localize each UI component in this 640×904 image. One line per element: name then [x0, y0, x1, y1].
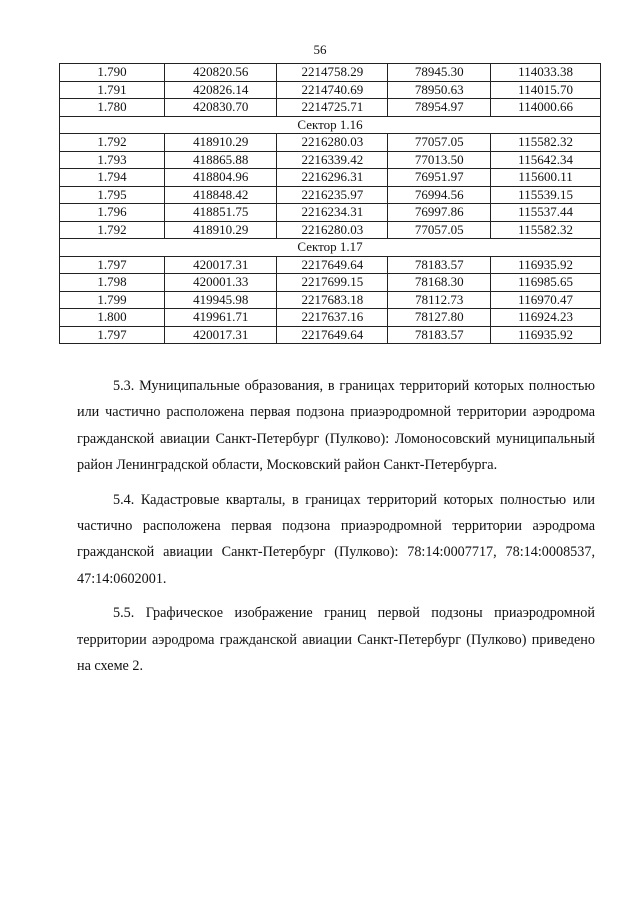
table-cell: 418910.29 — [164, 134, 277, 152]
table-row — [60, 291, 601, 309]
table-cell: 78112.73 — [388, 291, 491, 309]
table-cell: 2216235.97 — [277, 186, 388, 204]
body-text — [77, 373, 595, 687]
table-cell: 77057.05 — [388, 221, 491, 239]
table-cell: 1.795 — [60, 186, 165, 204]
page-number: 56 — [313, 42, 327, 57]
table-cell: 1.780 — [60, 99, 165, 117]
table-cell: 418865.88 — [164, 151, 277, 169]
table-cell: 2217649.64 — [277, 326, 388, 344]
table-cell: 420820.56 — [164, 64, 277, 82]
table-row — [60, 134, 601, 152]
table-cell: 2217683.18 — [277, 291, 388, 309]
table-cell: 115642.34 — [491, 151, 601, 169]
table-cell: 78954.97 — [388, 99, 491, 117]
table-cell: 1.796 — [60, 204, 165, 222]
table-cell: 1.792 — [60, 221, 165, 239]
table-cell: 2217637.16 — [277, 309, 388, 327]
table-row — [60, 256, 601, 274]
table-cell: 76951.97 — [388, 169, 491, 187]
table-cell: 114015.70 — [491, 81, 601, 99]
table-cell: 76997.86 — [388, 204, 491, 222]
table-cell: 77013.50 — [388, 151, 491, 169]
table-cell: 1.797 — [60, 256, 165, 274]
table-cell: 77057.05 — [388, 134, 491, 152]
table-cell: 420826.14 — [164, 81, 277, 99]
sector-label: Сектор 1.17 — [60, 239, 601, 257]
table-cell: 420017.31 — [164, 256, 277, 274]
table-cell: 116935.92 — [491, 256, 601, 274]
table-cell: 420017.31 — [164, 326, 277, 344]
table-cell: 78183.57 — [388, 256, 491, 274]
table-cell: 418804.96 — [164, 169, 277, 187]
table-cell: 115600.11 — [491, 169, 601, 187]
table-cell: 116935.92 — [491, 326, 601, 344]
table-cell: 420830.70 — [164, 99, 277, 117]
table-cell: 419961.71 — [164, 309, 277, 327]
table-cell: 78950.63 — [388, 81, 491, 99]
table-cell: 116970.47 — [491, 291, 601, 309]
table-cell: 115539.15 — [491, 186, 601, 204]
table-cell: 1.797 — [60, 326, 165, 344]
table-cell: 420001.33 — [164, 274, 277, 292]
table-cell: 114033.38 — [491, 64, 601, 82]
table-cell: 2216280.03 — [277, 134, 388, 152]
table-row — [60, 326, 601, 344]
table-row — [60, 204, 601, 222]
table-cell: 116924.23 — [491, 309, 601, 327]
table-cell: 1.799 — [60, 291, 165, 309]
table-cell: 2217699.15 — [277, 274, 388, 292]
table-cell: 2216339.42 — [277, 151, 388, 169]
table-cell: 78183.57 — [388, 326, 491, 344]
table-cell: 115537.44 — [491, 204, 601, 222]
table-row — [60, 274, 601, 292]
paragraph-5-3: 5.3. Муниципальные образования, в границах территорий которых полностью или частично расположена первая подзона приаэродромной территории аэродрома гражданской авиации Санкт-Петербург (Пулково): Ломоносовский муниципальный район Ленинградской области, Московский район Санкт-Петербурга. — [77, 378, 595, 474]
table-cell: 2214740.69 — [277, 81, 388, 99]
table-row — [60, 64, 601, 82]
paragraph-5-4: 5.4. Кадастровые кварталы, в границах территорий которых полностью или частично расположена первая подзона приаэродромной территории аэродрома гражданской авиации Санкт-Петербург (Пулково): 78:14:0007717, 78:14:0008537, 47:14:0602001. — [77, 491, 595, 587]
table-cell: 419945.98 — [164, 291, 277, 309]
table-cell: 2217649.64 — [277, 256, 388, 274]
table-cell: 78127.80 — [388, 309, 491, 327]
coordinates-table — [59, 63, 601, 344]
table-cell: 114000.66 — [491, 99, 601, 117]
table-row — [60, 151, 601, 169]
sector-row — [60, 116, 601, 134]
table-cell: 1.791 — [60, 81, 165, 99]
table-cell: 116985.65 — [491, 274, 601, 292]
table-row — [60, 169, 601, 187]
sector-row — [60, 239, 601, 257]
table-cell: 78945.30 — [388, 64, 491, 82]
table-cell: 2214758.29 — [277, 64, 388, 82]
table-cell: 1.794 — [60, 169, 165, 187]
table-cell: 418851.75 — [164, 204, 277, 222]
table-cell: 115582.32 — [491, 134, 601, 152]
table-cell: 2216234.31 — [277, 204, 388, 222]
table-cell: 2216280.03 — [277, 221, 388, 239]
paragraph-5-5: 5.5. Графическое изображение границ первой подзоны приаэродромной территории аэродрома гражданской авиации Санкт-Петербург (Пулково) приведено на схеме 2. — [77, 605, 595, 675]
sector-label: Сектор 1.16 — [60, 116, 601, 134]
table-cell: 2216296.31 — [277, 169, 388, 187]
coordinates-table-body — [60, 64, 601, 344]
table-cell: 1.793 — [60, 151, 165, 169]
table-row — [60, 186, 601, 204]
table-cell: 418910.29 — [164, 221, 277, 239]
table-cell: 418848.42 — [164, 186, 277, 204]
table-cell: 115582.32 — [491, 221, 601, 239]
table-cell: 1.800 — [60, 309, 165, 327]
table-cell: 76994.56 — [388, 186, 491, 204]
table-cell: 78168.30 — [388, 274, 491, 292]
table-row — [60, 99, 601, 117]
table-row — [60, 221, 601, 239]
table-cell: 1.798 — [60, 274, 165, 292]
table-row — [60, 81, 601, 99]
table-row — [60, 309, 601, 327]
table-cell: 1.792 — [60, 134, 165, 152]
table-cell: 1.790 — [60, 64, 165, 82]
table-cell: 2214725.71 — [277, 99, 388, 117]
